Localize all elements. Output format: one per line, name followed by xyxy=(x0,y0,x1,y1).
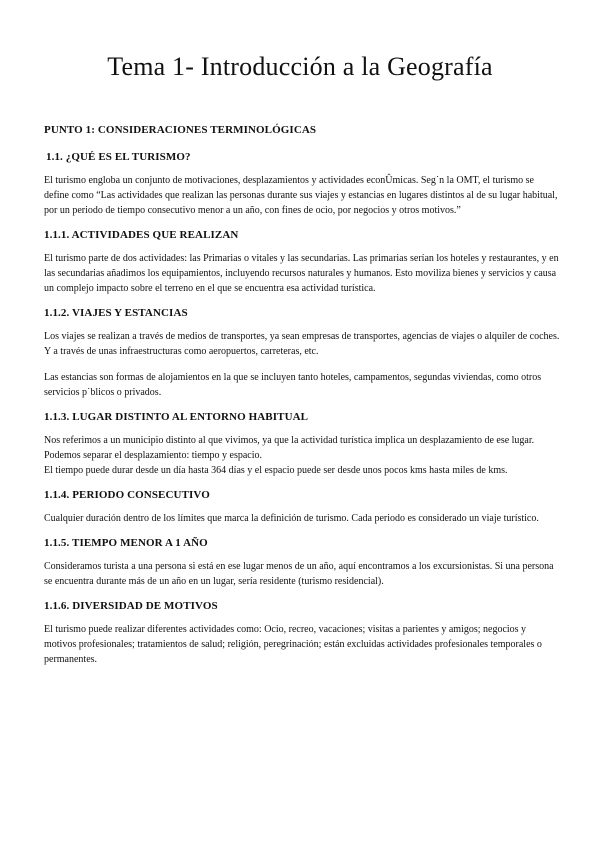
section-paragraph: Las estancias son formas de alojamientos en la que se incluyen tanto hoteles, campamentos, segundas viviendas, como otros servicios p˙blicos o privados. xyxy=(44,372,542,398)
section-1-1-5 xyxy=(44,537,560,589)
punto-heading: PUNTO 1: CONSIDERACIONES TERMINOLÓGICAS xyxy=(44,124,317,136)
section-heading: 1.1.6. DIVERSIDAD DE MOTIVOS xyxy=(44,600,218,612)
section-1-1-2 xyxy=(44,307,560,400)
section-heading: 1.1.3. LUGAR DISTINTO AL ENTORNO HABITUAL xyxy=(44,411,309,423)
section-1-1-6 xyxy=(44,600,560,667)
section-heading: 1.1.2. VIAJES Y ESTANCIAS xyxy=(44,307,188,319)
section-paragraph: El turismo engloba un conjunto de motivaciones, desplazamientos y actividades econÛmicas. Seg˙n la OMT, el turismo se define como “Las actividades que realizan las personas durante sus viajes y estancias en lugares distintos al de su lugar habitual, por un periodo de tiempo consecutivo menor a un año, con fines de ocio, por negocios y otros motivos.” xyxy=(44,175,558,216)
document-body xyxy=(44,124,560,678)
section-paragraph: Cualquier duración dentro de los límites que marca la definición de turismo. Cada periodo es considerado un viaje turístico. xyxy=(44,513,539,524)
section-1-1-3 xyxy=(44,411,560,478)
section-1-1-1 xyxy=(44,229,560,296)
section-heading: 1.1. ¿QUÉ ES EL TURISMO? xyxy=(46,151,191,163)
section-paragraph: El tiempo puede durar desde un día hasta 364 días y el espacio puede ser desde unos pocos kms hasta miles de kms. xyxy=(44,465,508,476)
section-paragraph: Los viajes se realizan a través de medios de transportes, ya sean empresas de transportes, agencias de viajes o alquiler de coches. Y a través de unas infraestructuras como aeropuertos, carreteras, etc. xyxy=(44,331,560,357)
section-paragraph: Nos referimos a un municipio distinto al que vivimos, ya que la actividad turística implica un desplazamiento de ese lugar. Podemos separar el desplazamiento: tiempo y espacio. xyxy=(44,435,535,461)
section-heading: 1.1.1. ACTIVIDADES QUE REALIZAN xyxy=(44,229,239,241)
section-1-1-4 xyxy=(44,489,560,526)
section-paragraph: Consideramos turista a una persona si está en ese lugar menos de un año, aquí encontramos a los excursionistas. Si una persona se encuentra durante más de un año en un lugar, sería residente (turismo residencial). xyxy=(44,561,554,587)
section-1-1 xyxy=(44,151,560,218)
section-heading: 1.1.5. TIEMPO MENOR A 1 AÑO xyxy=(44,537,208,549)
document-title: Tema 1- Introducción a la Geografía xyxy=(107,52,493,81)
section-heading: 1.1.4. PERIODO CONSECUTIVO xyxy=(44,489,210,501)
section-paragraph: El turismo puede realizar diferentes actividades como: Ocio, recreo, vacaciones; visitas a parientes y amigos; negocios y motivos profesionales; tratamientos de salud; religión, peregrinación; están excluidas actividades profesionales temporales o permanentes. xyxy=(44,624,542,665)
section-paragraph: El turismo parte de dos actividades: las Primarias o vitales y las secundarias. Las primarias serían los hoteles y restaurantes, y en las secundarias añadimos los equipamientos, incluyendo recursos naturales y humanos. Esto moviliza bienes y servicios y causa un complejo impacto sobre el terreno en el que se encuentra esa actividad turística. xyxy=(44,253,559,294)
